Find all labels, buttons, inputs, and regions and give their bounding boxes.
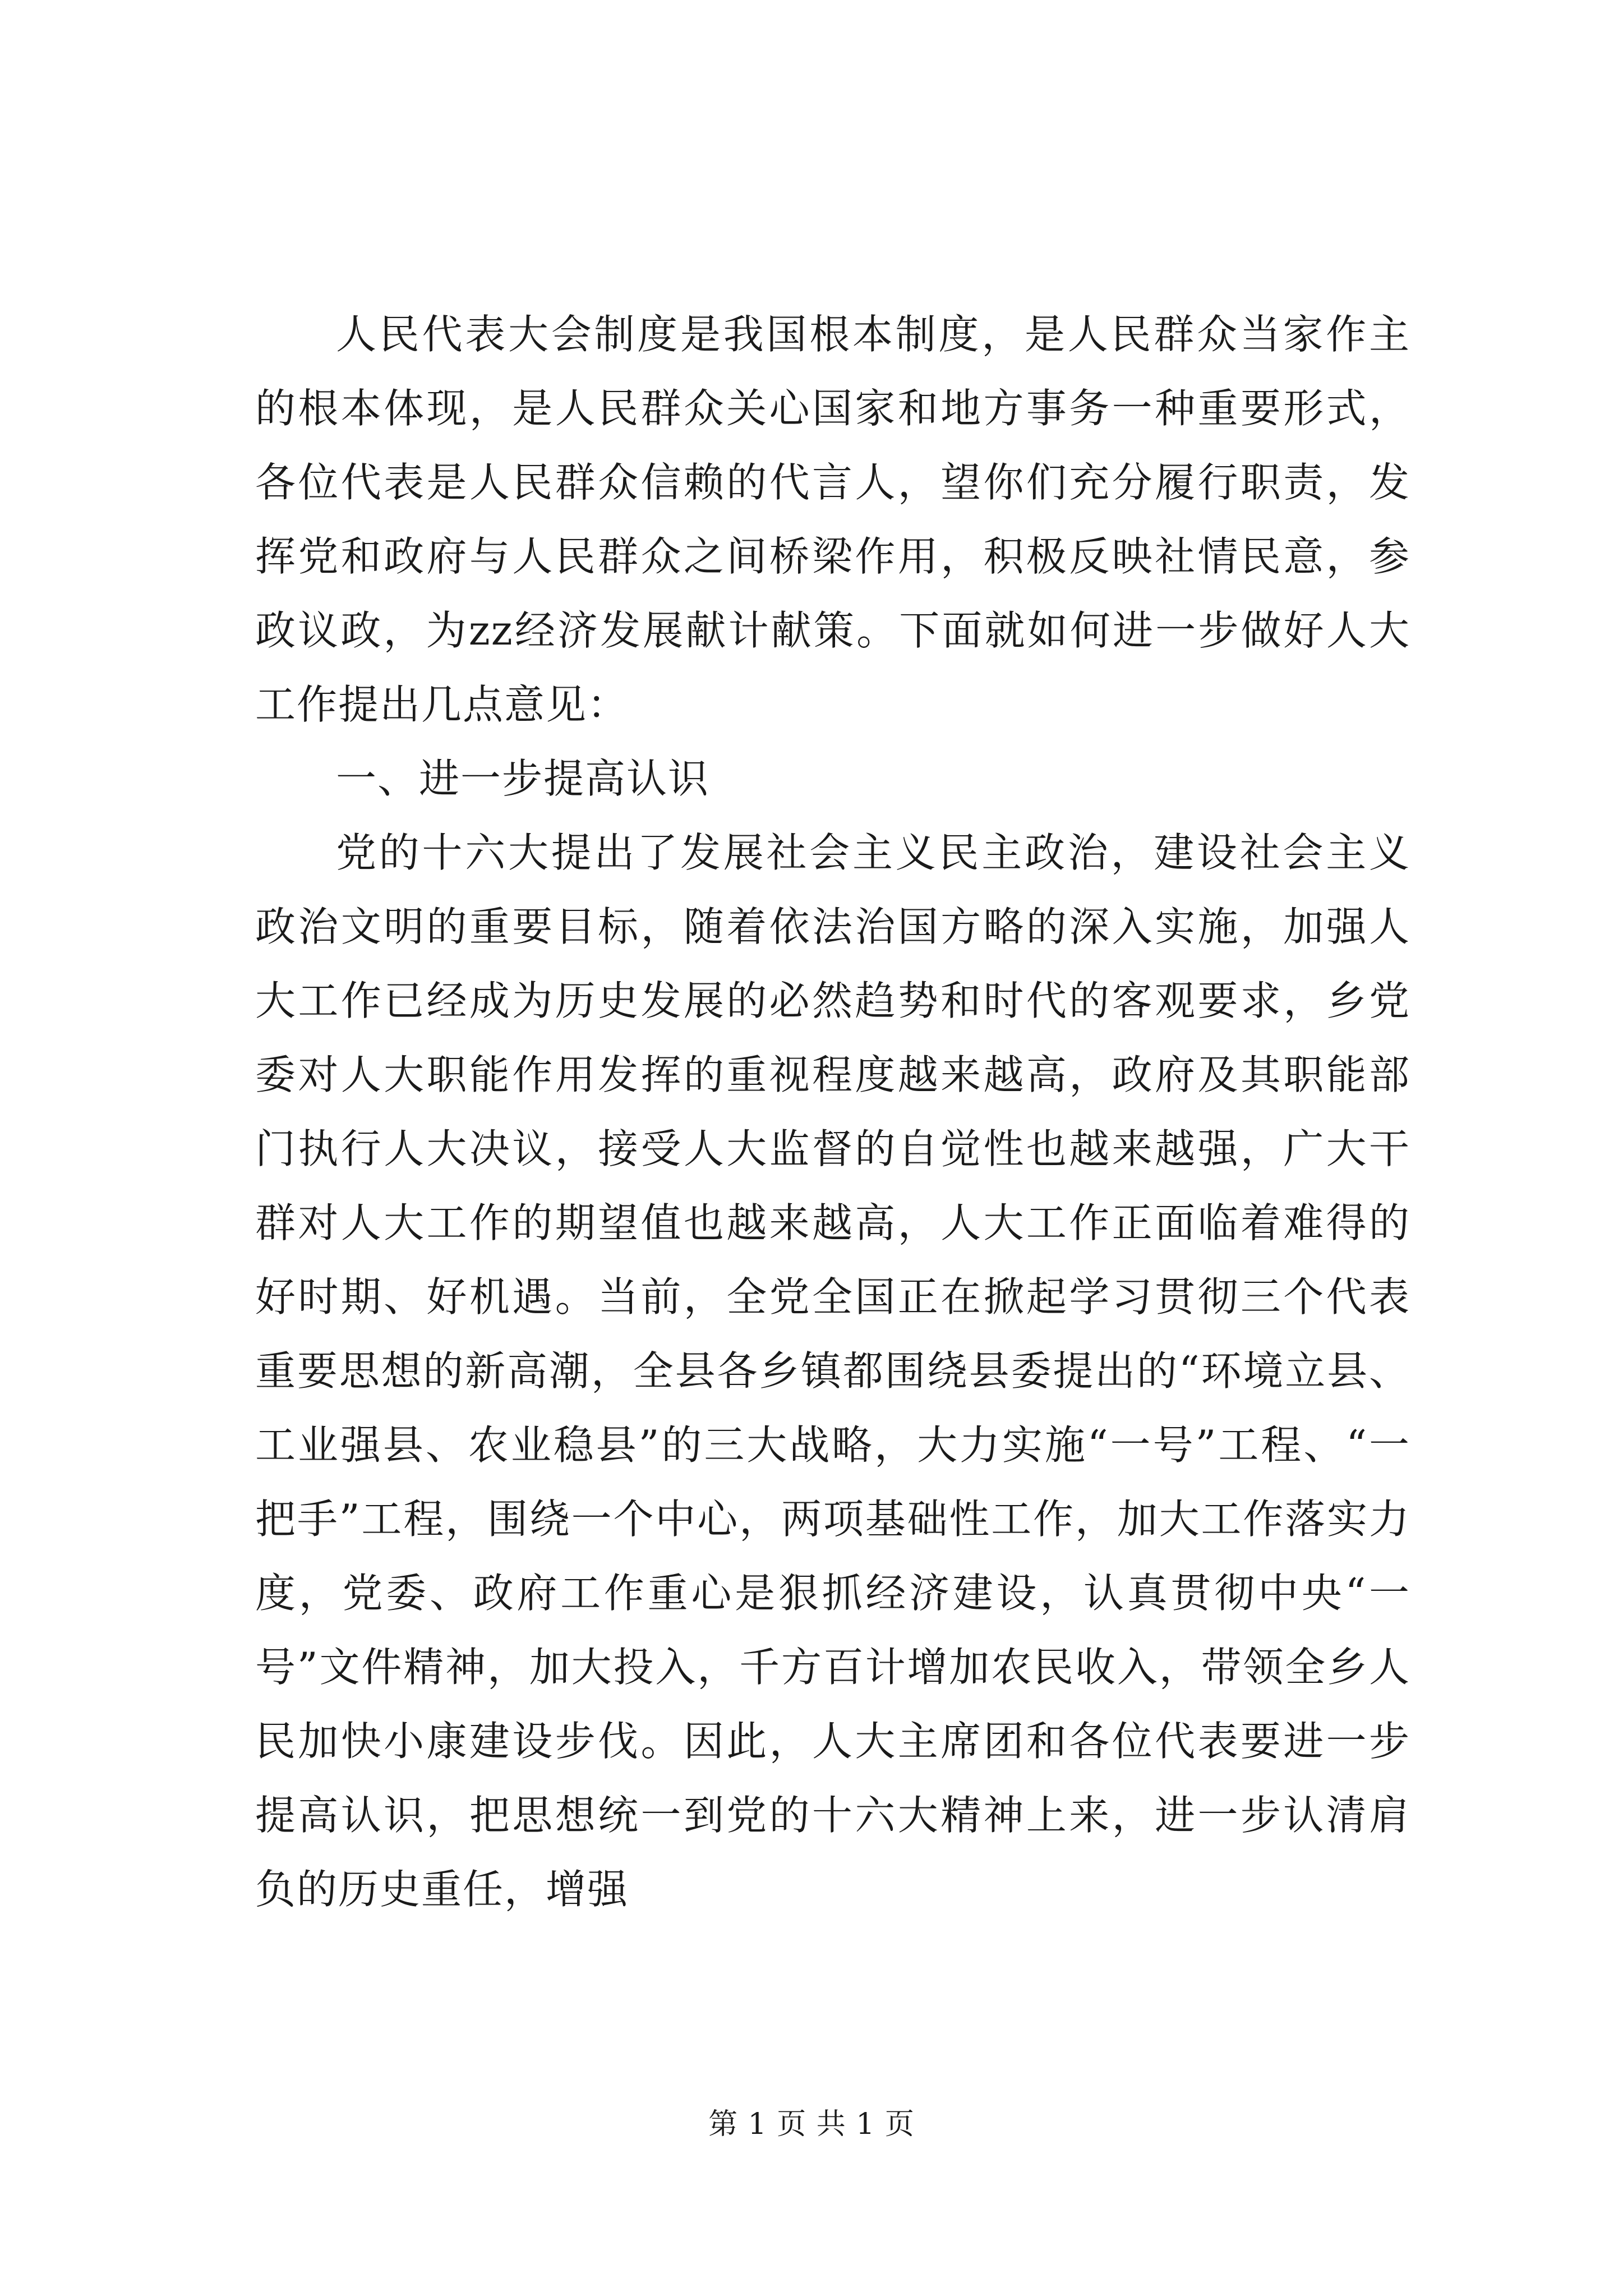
document-body: [255, 297, 1410, 1926]
section-heading-1: 一、进一步提高认识: [336, 755, 710, 802]
page-footer: 第 1 页 共 1 页: [708, 2108, 915, 2141]
paragraph-intro: 人民代表大会制度是我国根本制度，是人民群众当家作主的根本体现，是人民群众关心国家和地方事务一种重要形式，各位代表是人民群众信赖的代言人，望你们充分履行职责，发挥党和政府与人民群众之间桥梁作用，积极反映社情民意，参政议政，为zz经济发展献计献策。下面就如何进一步做好人大工作提出几点意见：: [255, 311, 1410, 728]
paragraph-section-1: 党的十六大提出了发展社会主义民主政治，建设社会主义政治文明的重要目标，随着依法治国方略的深入实施，加强人大工作已经成为历史发展的必然趋势和时代的客观要求，乡党委对人大职能作用发挥的重视程度越来越高，政府及其职能部门执行人大决议，接受人大监督的自觉性也越来越强，广大干群对人大工作的期望值也越来越高，人大工作正面临着难得的好时期、好机遇。当前，全党全国正在掀起学习贯彻三个代表重要思想的新高潮，全县各乡镇都围绕县委提出的“环境立县、工业强县、农业稳县”的三大战略，大力实施“一号”工程、“一把手”工程，围绕一个中心，两项基础性工作，加大工作落实力度，党委、政府工作重心是狠抓经济建设，认真贯彻中央“一号”文件精神，加大投入，千方百计增加农民收入，带领全乡人民加快小康建设步伐。因此，人大主席团和各位代表要进一步提高认识，把思想统一到党的十六大精神上来，进一步认清肩负的历史重任，增强: [255, 829, 1410, 1913]
